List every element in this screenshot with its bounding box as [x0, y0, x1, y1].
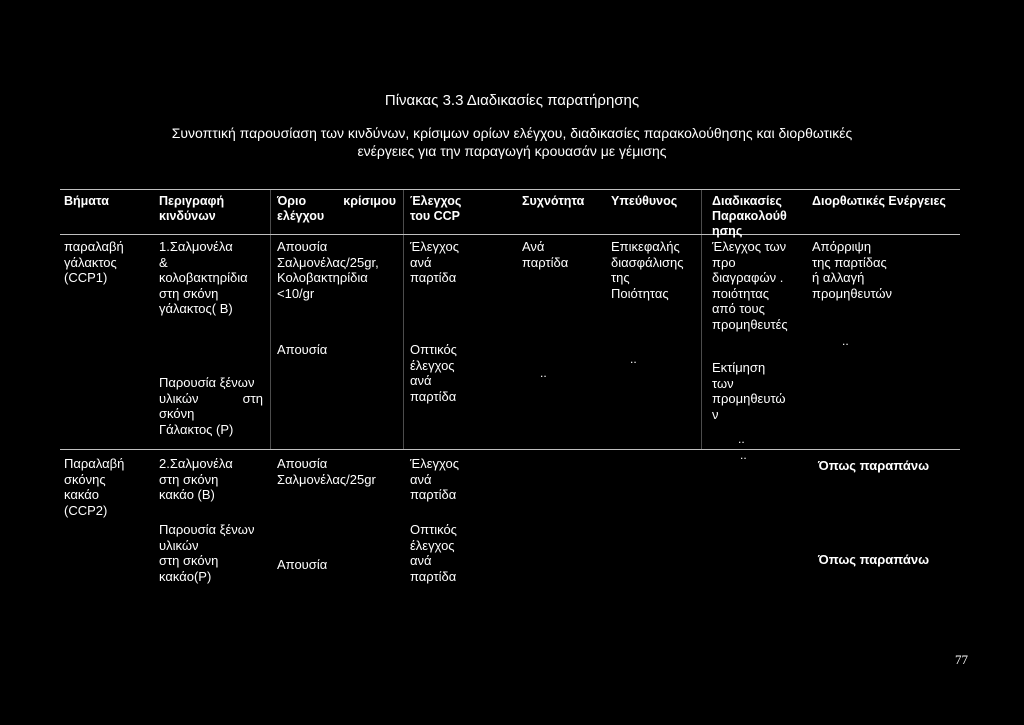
row2-critical-limit-a: Απουσία Σαλμονέλας/25gr	[277, 456, 376, 487]
header-corrective: Διορθωτικές Ενέργειες	[812, 194, 946, 208]
row1-control-a: Έλεγχος ανά παρτίδα	[410, 239, 459, 285]
row1-hazard-biological: 1.Σαλμονέλα & κολοβακτηρίδια στη σκόνη γάλακτος( Β)	[159, 239, 248, 316]
header-frequency: Συχνότητα	[522, 194, 585, 208]
column-divider	[270, 189, 271, 449]
row1-monitoring-a: Έλεγχος των προ διαγραφών . ποιότητας από τους προμηθευτές	[712, 239, 788, 332]
row2-hazard-physical: Παρουσία ξένων υλικών στη σκόνη κακάο(Ρ)	[159, 522, 255, 584]
header-responsible: Υπεύθυνος	[611, 194, 678, 208]
row2-monitoring-ditto: ..	[740, 448, 747, 462]
row1-responsible-ditto: ..	[630, 352, 637, 366]
header-hazard: Περιγραφή κινδύνων	[159, 194, 225, 223]
header-rule-bottom	[60, 234, 960, 235]
row2-critical-limit-b: Απουσία	[277, 557, 328, 572]
header-monitoring: Διαδικασίες Παρακολούθ ησης	[712, 194, 787, 238]
row1-step: παραλαβή γάλακτος (CCP1)	[64, 239, 124, 285]
row1-monitoring-ditto: ..	[738, 432, 745, 446]
row-divider	[60, 449, 960, 450]
column-divider	[403, 189, 404, 449]
row1-hazard-physical: Παρουσία ξένων υλικών στη σκόνη Γάλακτος (Ρ)	[159, 375, 263, 437]
header-control: Έλεγχος του CCP	[410, 194, 462, 223]
row1-critical-limit-a: Απουσία Σαλμονέλας/25gr, Κολοβακτηρίδια <10/gr	[277, 239, 379, 301]
row2-hazard-biological: 2.Σαλμονέλα στη σκόνη κακάο (Β)	[159, 456, 233, 502]
row2-control-a: Έλεγχος ανά παρτίδα	[410, 456, 459, 502]
row1-monitoring-b: Εκτίμηση των προμηθευτώ ν	[712, 360, 786, 422]
row1-responsible: Επικεφαλής διασφάλισης της Ποιότητας	[611, 239, 684, 301]
row2-step: Παραλαβή σκόνης κακάο (CCP2)	[64, 456, 125, 518]
subtitle-line-1: Συνοπτική παρουσίαση των κινδύνων, κρίσιμων ορίων ελέγχου, διαδικασίες παρακολούθησης και διορθωτικές	[171, 125, 853, 141]
row2-corrective-b: Όπως παραπάνω	[818, 552, 930, 567]
header-rule-top	[60, 189, 960, 190]
column-divider	[701, 189, 702, 449]
header-steps: Βήματα	[64, 194, 109, 208]
row1-control-b: Οπτικός έλεγχος ανά παρτίδα	[410, 342, 457, 404]
row1-frequency: Ανά παρτίδα	[522, 239, 569, 270]
table-subtitle	[60, 124, 964, 160]
row2-control-b: Οπτικός έλεγχος ανά παρτίδα	[410, 522, 457, 584]
row1-critical-limit-b: Απουσία	[277, 342, 328, 357]
subtitle-line-2: ενέργειες για την παραγωγή κρουασάν με γέμισης	[357, 143, 667, 159]
table-caption: Πίνακας 3.3 Διαδικασίες παρατήρησης	[384, 92, 640, 109]
row1-corrective-ditto: ..	[842, 334, 849, 348]
page-number: 77	[955, 652, 968, 667]
row1-corrective-a: Απόρριψη της παρτίδας ή αλλαγή προμηθευτών	[812, 239, 893, 301]
row1-frequency-ditto: ..	[540, 366, 547, 380]
header-critical-limit: Όριο κρίσιμου ελέγχου	[277, 194, 396, 223]
row2-corrective-a: Όπως παραπάνω	[818, 458, 930, 473]
